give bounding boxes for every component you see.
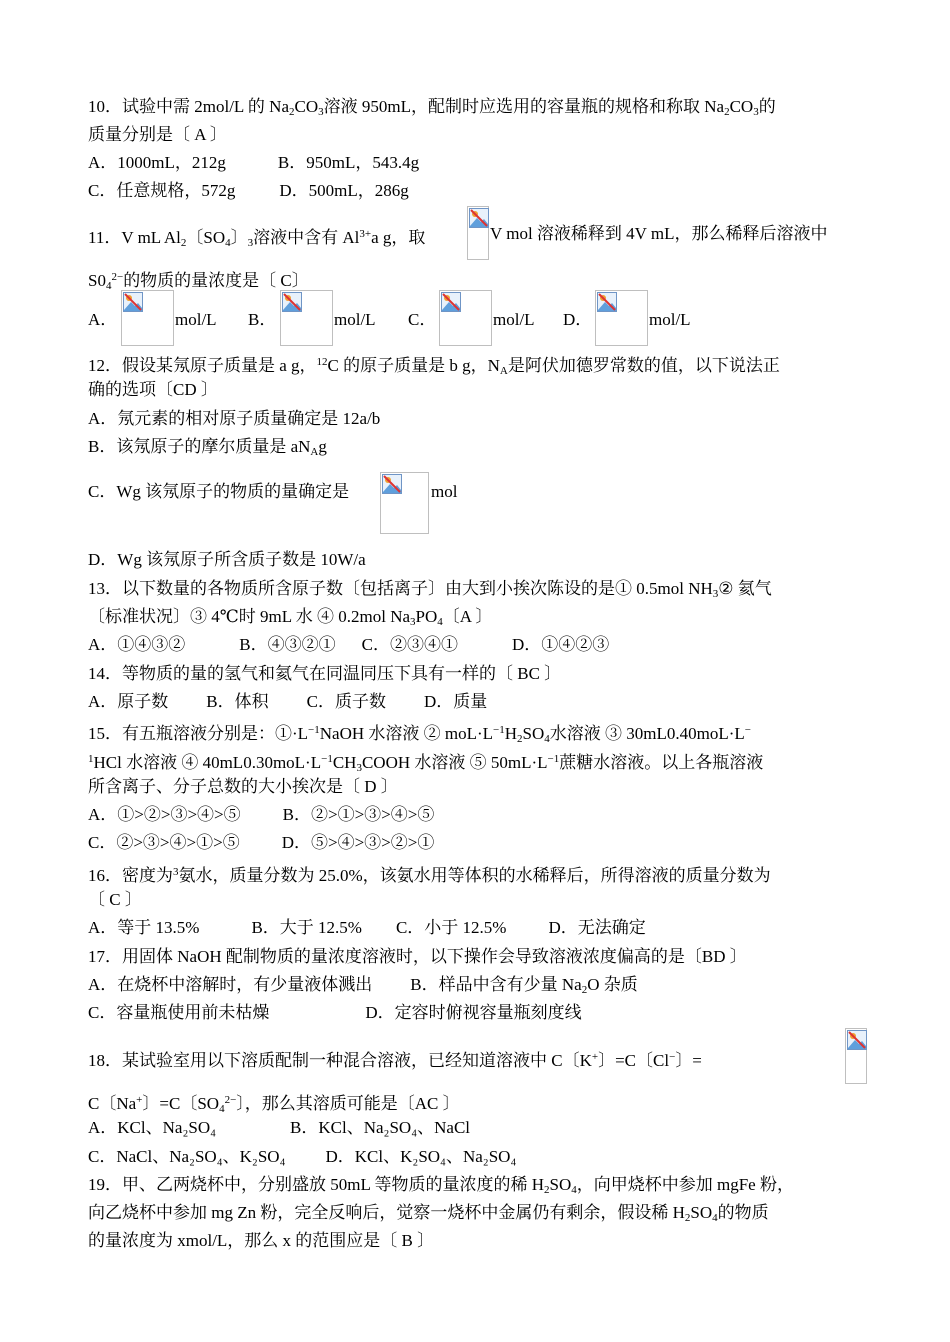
q11-option-a-label: A． — [88, 310, 118, 329]
broken-image-icon — [439, 290, 492, 346]
q11-option-a-unit: mol/L — [175, 310, 217, 329]
broken-image-icon — [595, 290, 648, 346]
q16-line2: 〔 C 〕 — [88, 890, 142, 909]
q17-line1: 17．用固体 NaOH 配制物质的量浓度溶液时，以下操作会导致溶液浓度偏高的是〔BD 〕 — [88, 947, 747, 966]
q10-option-c: C．任意规格，572g — [88, 181, 236, 200]
broken-image-icon — [467, 206, 489, 260]
broken-image-icon — [121, 290, 174, 346]
q15-options-ab — [88, 803, 434, 827]
q13-option-d: D．①④②③ — [511, 635, 610, 654]
q11-line1-end: V mol 溶液稀释到 4V mL，那么稀释后溶液中 — [490, 224, 828, 243]
q11-option-d-unit: mol/L — [649, 310, 691, 329]
q12-option-c: C．Wg 该氖原子的物质的量确定是 — [88, 482, 350, 501]
q10-option-a: A．1000mL，212g — [88, 153, 226, 172]
q19-line2: 向乙烧杯中参加 mg Zn 粉，完全反响后，觉察一烧杯中金属仍有剩余，假设稀 $H_2SO_4$的物质 — [88, 1203, 769, 1224]
q17-option-c: C．容量瓶使用前未枯燥 — [88, 1003, 270, 1022]
q10-option-d: D．500mL，286g — [279, 181, 409, 200]
q11-line2: $S0_4^{2-}$的物质的量浓度是〔 C〕 — [88, 271, 309, 292]
q12-line2: 确的选项〔CD 〕 — [88, 380, 218, 399]
q14-options — [88, 690, 487, 714]
q12-option-d: D．Wg 该氖原子所含质子数是 10W/a — [88, 550, 366, 569]
q12-option-b: B．该氖原子的摩尔质量是 $aN_Ag$ — [88, 437, 327, 458]
q10-options-ab — [88, 151, 419, 175]
q15-option-b: B．②>①>③>④>⑤ — [282, 805, 435, 824]
q10-line1: 10．试验中需 2mol/L 的 $Na_2CO_3$溶液 950mL，配制时应选用的容量瓶的规格和称取 $Na_2CO_3$的 — [88, 97, 776, 118]
q18-options-ab — [88, 1116, 470, 1140]
q15-line3: 所含离子、分子总数的大小挨次是〔 D 〕 — [88, 777, 398, 796]
q13-option-b: B．④③②① — [239, 635, 336, 654]
q16-option-c: C．小于 12.5% — [395, 918, 507, 937]
q19-line3: 的量浓度为 xmol/L，那么 x 的范围应是〔 B 〕 — [88, 1231, 435, 1250]
q11-option-d-label: D． — [563, 310, 593, 329]
q14-option-a: A．原子数 — [88, 692, 169, 711]
q15-option-d: D．⑤>④>③>②>① — [281, 833, 435, 852]
q11-line1: 11．V mL $Al_2$〔$SO_4$〕$_3$溶液中含有 $Al^{3+}a$ g，取 — [88, 228, 426, 249]
q15-option-c: C．②>③>④>①>⑤ — [88, 833, 240, 852]
q15-line2: $^1$HCl 水溶液 ④ $40mL0.30moL\cdot L^{-1}CH_3COOH$ 水溶液 ⑤ $50mL\cdot L^{-1}$蔗糖水溶液。以上各瓶溶液 — [88, 753, 764, 774]
q15-options-cd — [88, 831, 434, 855]
q11-option-b-label: B． — [248, 310, 277, 329]
q18-options-cd — [88, 1145, 516, 1169]
q16-option-d: D．无法确定 — [548, 918, 646, 937]
q18-option-c: C．NaCl、Na₂SO₄、K₂SO₄ — [88, 1147, 286, 1166]
q14-option-d: D．质量 — [423, 692, 488, 711]
q13-options — [88, 633, 609, 657]
q17-option-a: A．在烧杯中溶解时，有少量液体溅出 — [88, 975, 373, 994]
q12-option-a: A．氖元素的相对原子质量确定是 12a/b — [88, 409, 381, 428]
q11-option-c-unit: mol/L — [493, 310, 535, 329]
q18-line1: 18．某试验室用以下溶质配制一种混合溶液，已经知道溶液中 C〔K+〕=C〔Cl−〕= — [88, 1051, 702, 1070]
q14-option-b: B．体积 — [206, 692, 269, 711]
q14-option-c: C．质子数 — [306, 692, 386, 711]
q13-line1: 13．以下数量的各物质所含原子数〔包括离子〕由大到小挨次陈设的是① 0.5mol $NH_3②$ 氦气 — [88, 579, 772, 600]
q13-line2: 〔标准状况〕③ 4℃时 9mL 水 ④ 0.2mol $Na_3PO_4$〔A 〕 — [88, 607, 493, 628]
q16-line1: 16．密度为$^3$氨水，质量分数为 25.0%，该氨水用等体积的水稀释后，所得溶液的质量分数为 — [88, 866, 771, 885]
q16-option-a: A．等于 13.5% — [88, 918, 200, 937]
broken-image-icon — [380, 472, 429, 534]
q18-option-b: B．KCl、Na₂SO₄、NaCl — [290, 1118, 471, 1137]
q16-option-b: B．大于 12.5% — [251, 918, 362, 937]
q17-option-b: B．样品中含有少量 $Na_2O$ 杂质 — [410, 975, 638, 996]
q12-line1: 12．假设某氖原子质量是 a g，$^{12}$C 的原子质量是 b g，$N_A$是阿伏加德罗常数的值，以下说法正 — [88, 356, 780, 377]
broken-image-icon — [280, 290, 333, 346]
q13-option-a: A．①④③② — [88, 635, 186, 654]
q18-line2: C〔Na+〕=C〔$SO_4^{2-}$〕，那么其溶质可能是〔AC 〕 — [88, 1094, 460, 1115]
q18-option-d: D．KCl、K₂SO₄、Na₂SO₄ — [325, 1147, 517, 1166]
q17-option-d: D．定容时俯视容量瓶刻度线 — [365, 1003, 582, 1022]
q11-option-c-label: C． — [408, 310, 437, 329]
q17-options-ab — [88, 973, 638, 997]
q18-option-a: A．KCl、Na₂SO₄ — [88, 1118, 217, 1137]
q14-line1: 14．等物质的量的氢气和氦气在同温同压下具有一样的〔 BC 〕 — [88, 664, 562, 683]
q16-options — [88, 916, 646, 940]
q13-option-c: C．②③④① — [361, 635, 458, 654]
q19-line1: 19．甲、乙两烧杯中，分别盛放 50mL 等物质的量浓度的稀 $H_2SO_4$，向甲烧杯中参加 mgFe 粉， — [88, 1175, 794, 1196]
q12-option-c-unit: mol — [431, 482, 458, 501]
q10-options-cd — [88, 179, 409, 203]
q15-option-a: A．①>②>③>④>⑤ — [88, 805, 241, 824]
q15-line1: 15．有五瓶溶液分别是：$①\cdot L^{-1}NaOH$ 水溶液 ② $moL\cdot L^{-1}H_2SO_4$水溶液 ③ 30mL0.40moL·L− — [88, 724, 752, 745]
q17-options-cd — [88, 1001, 582, 1025]
q11-option-b-unit: mol/L — [334, 310, 376, 329]
q10-line2: 质量分别是〔 A 〕 — [88, 125, 227, 144]
q10-option-b: B．950mL，543.4g — [277, 153, 420, 172]
broken-image-icon — [845, 1028, 867, 1084]
